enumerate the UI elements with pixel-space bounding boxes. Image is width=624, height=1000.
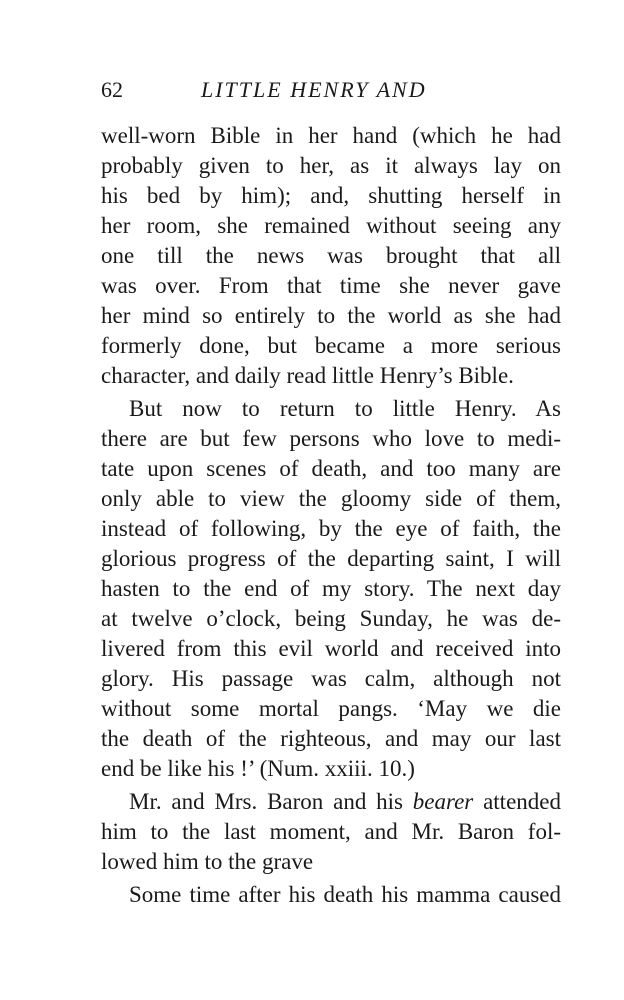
text-line: well-worn Bible in her hand (which he had [101, 123, 561, 148]
text-line: one till the news was brought that all [101, 243, 561, 268]
text-line: instead of following, by the eye of faith, the [101, 516, 561, 541]
text-line: tate upon scenes of death, and too many are [101, 456, 561, 481]
text-line: Some time after his death his mamma caused [129, 882, 561, 907]
text-line: at twelve o’clock, being Sunday, he was de- [101, 606, 561, 631]
text-line: hasten to the end of my story. The next day [101, 576, 561, 601]
text-line: only able to view the gloomy side of them, [101, 486, 561, 511]
text-line: his bed by him); and, shutting herself in [101, 183, 561, 208]
text-line: probably given to her, as it always lay on [101, 153, 561, 178]
body-text [101, 121, 561, 910]
text-line [101, 787, 561, 817]
text-line: glorious progress of the departing saint, I will [101, 546, 561, 571]
text-line: her mind so entirely to the world as she had [101, 303, 561, 328]
text-line: there are but few persons who love to medi- [101, 426, 561, 451]
text-line: glory. His passage was calm, although not [101, 666, 561, 691]
running-head [101, 76, 561, 104]
italic-word: bearer [412, 789, 474, 814]
text-line: end be like his !’ (Num. xxiii. 10.) [101, 756, 415, 781]
text-line: her room, she remained without seeing any [101, 213, 561, 238]
text-fragment: Mr. and Mrs. Baron and his [129, 789, 413, 814]
page-number: 62 [101, 77, 123, 102]
text-line: character, and daily read little Henry’s Bible. [101, 363, 514, 388]
text-line: livered from this evil world and received into [101, 636, 561, 661]
text-line: formerly done, but became a more serious [101, 333, 561, 358]
text-line: without some mortal pangs. ‘May we die [101, 696, 561, 721]
text-fragment: attended [473, 789, 561, 814]
text-line: the death of the righteous, and may our last [101, 726, 561, 751]
text-line: was over. From that time she never gave [101, 273, 561, 298]
text-line: lowed him to the grave [101, 849, 314, 874]
text-line: But now to return to little Henry. As [129, 396, 561, 421]
text-line: him to the last moment, and Mr. Baron fol- [101, 819, 561, 844]
running-title: LITTLE HENRY AND [201, 77, 427, 102]
